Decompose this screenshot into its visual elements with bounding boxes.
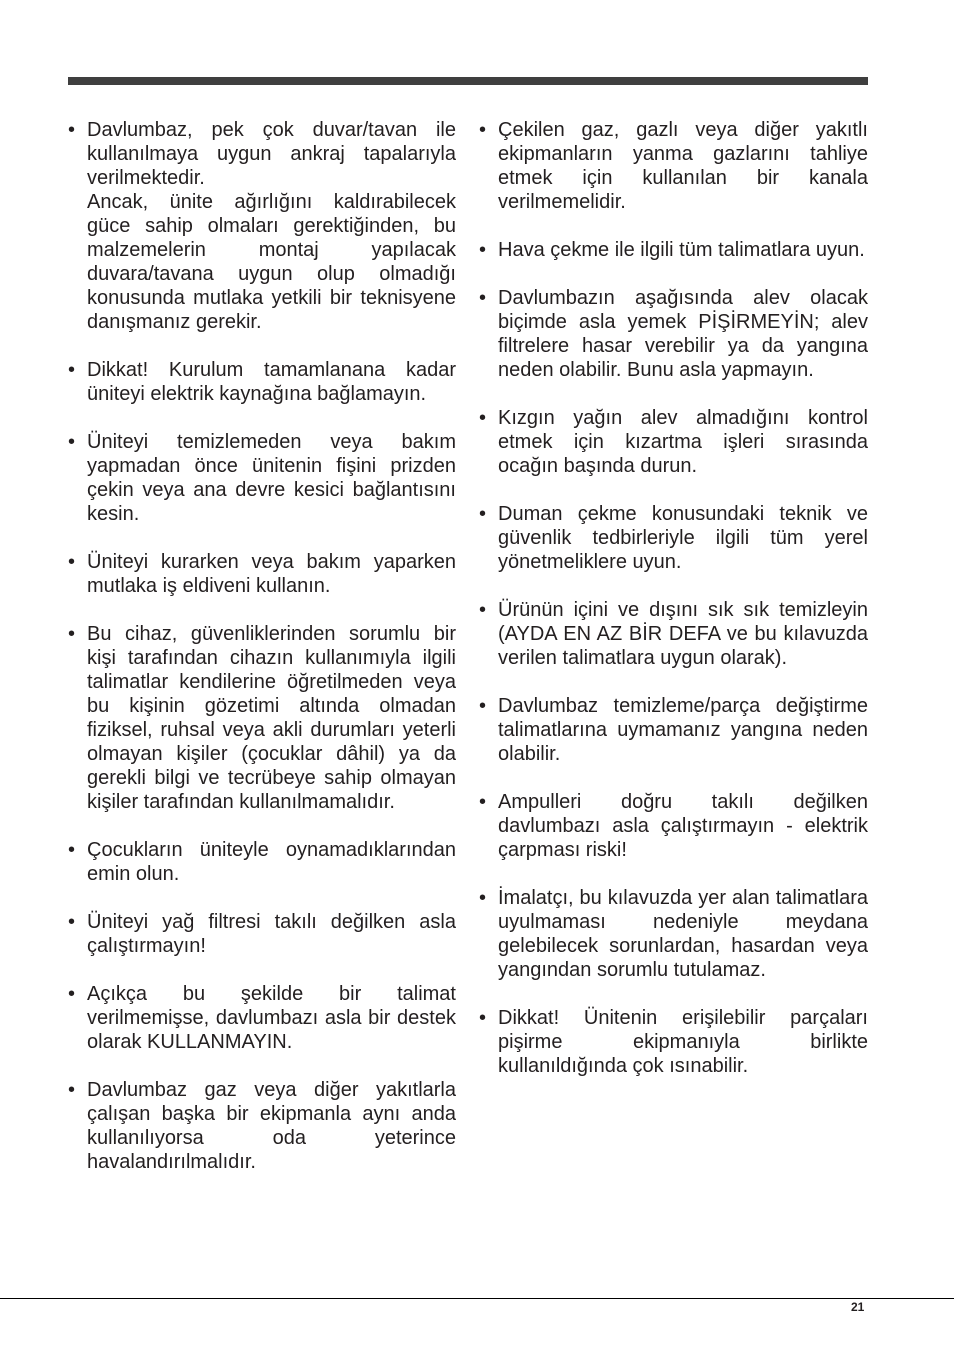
bullet-icon: • xyxy=(68,119,76,141)
safety-list-item xyxy=(479,694,868,766)
left-column xyxy=(68,118,456,1198)
safety-list-item xyxy=(68,358,456,406)
item-text: İmalatçı, bu kılavuzda yer alan talimatlara uyulmaması nedeniyle meydana gelebilecek sorunlardan, hasardan veya yangından sorumlu tutulamaz. xyxy=(498,887,868,981)
safety-list-item xyxy=(68,430,456,526)
bullet-icon: • xyxy=(479,791,487,813)
bullet-icon: • xyxy=(479,695,487,717)
item-text: Açıkça bu şekilde bir talimat verilmemişse, davlumbazı asla bir destek olarak KULLANMAYIN. xyxy=(87,983,456,1053)
bullet-icon: • xyxy=(479,119,487,141)
safety-list-item xyxy=(479,790,868,862)
item-text: Davlumbazın aşağısında alev olacak biçimde asla yemek PİŞİRMEYİN; alev filtrelere hasar verebilir ya da yangına neden olabilir. Bunu asla yapmayın. xyxy=(498,287,868,381)
bullet-icon: • xyxy=(68,911,76,933)
bullet-icon: • xyxy=(68,839,76,861)
item-text: Dikkat! Kurulum tamamlanana kadar üniteyi elektrik kaynağına bağlamayın. xyxy=(87,359,456,405)
safety-list-item xyxy=(479,118,868,214)
header-bar xyxy=(68,77,868,85)
bullet-icon: • xyxy=(479,1007,487,1029)
footer-rule xyxy=(0,1298,954,1299)
bullet-icon: • xyxy=(68,431,76,453)
safety-list-item xyxy=(479,886,868,982)
safety-list-item xyxy=(479,1006,868,1078)
item-text: Üniteyi yağ filtresi takılı değilken asla çalıştırmayın! xyxy=(87,911,456,957)
item-text: Kızgın yağın alev almadığını kontrol etmek için kızartma işleri sırasında ocağın başında durun. xyxy=(498,407,868,477)
safety-list-item xyxy=(68,622,456,814)
safety-list-item xyxy=(479,238,868,262)
safety-list-item xyxy=(479,286,868,382)
safety-list-item xyxy=(479,598,868,670)
bullet-icon: • xyxy=(68,551,76,573)
bullet-icon: • xyxy=(479,407,487,429)
item-text: Ürünün içini ve dışını sık sık temizleyin (AYDA EN AZ BİR DEFA ve bu kılavuzda verilen talimatlara uygun olarak). xyxy=(498,599,868,669)
safety-list-item xyxy=(479,502,868,574)
item-text: Ampulleri doğru takılı değilken davlumbazı asla çalıştırmayın - elektrik çarpması riski! xyxy=(498,791,868,861)
bullet-icon: • xyxy=(68,359,76,381)
item-text: Dikkat! Ünitenin erişilebilir parçaları pişirme ekipmanıyla birlikte kullanıldığında çok ısınabilir. xyxy=(498,1007,868,1077)
bullet-icon: • xyxy=(68,623,76,645)
bullet-icon: • xyxy=(479,287,487,309)
safety-list-item xyxy=(68,1078,456,1174)
safety-list-item xyxy=(479,406,868,478)
safety-list-item xyxy=(68,982,456,1054)
item-text: Davlumbaz, pek çok duvar/tavan ile kullanılmaya uygun ankraj tapalarıyla verilmektedir. xyxy=(87,119,456,189)
item-text: Davlumbaz temizleme/parça değiştirme talimatlarına uymamanız yangına neden olabilir. xyxy=(498,695,868,765)
safety-list-item xyxy=(68,838,456,886)
item-text: Üniteyi temizlemeden veya bakım yapmadan önce ünitenin fişini prizden çekin veya ana devre kesici bağlantısını kesin. xyxy=(87,431,456,525)
bullet-icon: • xyxy=(68,1079,76,1101)
safety-list-item xyxy=(68,118,456,334)
bullet-icon: • xyxy=(479,239,487,261)
item-text: Davlumbaz gaz veya diğer yakıtlarla çalışan başka bir ekipmanla aynı anda kullanılıyorsa oda yeterince havalandırılmalıdır. xyxy=(87,1079,456,1173)
item-text: Çocukların üniteyle oynamadıklarından emin olun. xyxy=(87,839,456,885)
bullet-icon: • xyxy=(479,887,487,909)
safety-list-item xyxy=(68,550,456,598)
page-number: 21 xyxy=(851,1300,865,1314)
item-text: Duman çekme konusundaki teknik ve güvenlik tedbirleriyle ilgili tüm yerel yönetmeliklere uyun. xyxy=(498,503,868,573)
item-text: Ancak, ünite ağırlığını kaldırabilecek güce sahip olmaları gerektiğinden, bu malzemelerin montaj yapılacak duvara/tavana uygun olup olmadığı konusunda mutlaka yetkili bir teknisyene danışmanız gerekir. xyxy=(87,191,456,333)
safety-list-item xyxy=(68,910,456,958)
bullet-icon: • xyxy=(479,599,487,621)
item-text: Bu cihaz, güvenliklerinden sorumlu bir kişi tarafından cihazın kullanımıyla ilgili talimatlar kendilerine öğretilmeden veya bu kişinin gözetimi altında olmadan fiziksel, ruhsal veya akli durumları yeterli olmayan kişiler (çocuklar dâhil) ya da gerekli bilgi ve tecrübeye sahip olmayan kişiler tarafından kullanılmamalıdır. xyxy=(87,623,456,813)
item-text: Çekilen gaz, gazlı veya diğer yakıtlı ekipmanların yanma gazlarını tahliye etmek için kullanılan bir kanala verilmemelidir. xyxy=(498,119,868,213)
bullet-icon: • xyxy=(68,983,76,1005)
item-text: Üniteyi kurarken veya bakım yaparken mutlaka iş eldiveni kullanın. xyxy=(87,551,456,597)
bullet-icon: • xyxy=(479,503,487,525)
item-text: Hava çekme ile ilgili tüm talimatlara uyun. xyxy=(498,239,865,261)
right-column xyxy=(479,118,868,1102)
